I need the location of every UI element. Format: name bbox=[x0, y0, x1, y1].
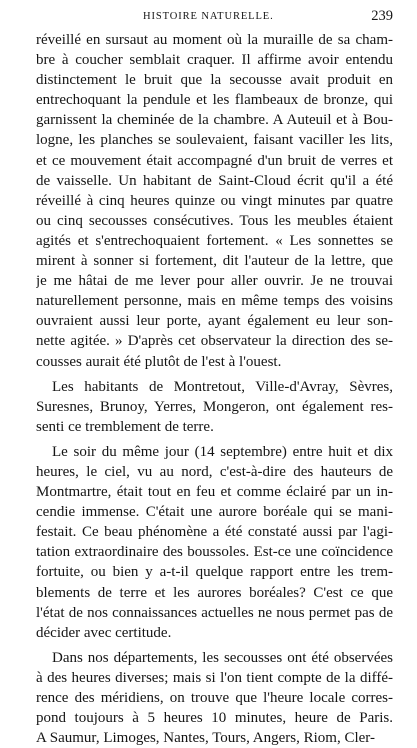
text-line: ouvraient aussi leur porte, ayant également eu leur son- bbox=[36, 313, 393, 330]
text-line: de vaisselle. Un habitant de Saint-Cloud écrit qu'il a été bbox=[36, 172, 393, 189]
text-line: festait. Ce beau phénomène a été constaté aussi par l'agi- bbox=[36, 524, 393, 541]
text-line: réveillé en sursaut au moment où la muraille de sa cham- bbox=[36, 32, 393, 48]
text-line: Le soir du même jour (14 septembre) entre huit et dix bbox=[52, 443, 393, 460]
text-line: A Saumur, Limoges, Nantes, Tours, Angers, Riom, Cler- bbox=[36, 730, 375, 747]
text-line: Montmartre, était tout en feu et comme éclairé par un in- bbox=[36, 484, 393, 501]
paragraph bbox=[36, 648, 393, 748]
text-line: cendie immense. C'était une aurore boréale qui se mani- bbox=[36, 504, 393, 521]
paragraph bbox=[36, 30, 393, 372]
text-line: je me hâtai de me lever pour aller ouvrir. Je ne trouvai bbox=[36, 273, 393, 290]
text-line: réveillé à cinq heures quinze ou vingt minutes par quatre bbox=[36, 192, 393, 209]
text-line: fortuite, ou bien y a-t-il quelque rapport entre les trem- bbox=[36, 564, 393, 581]
text-line: naturellement personne, mais en même temps des voisins bbox=[36, 293, 393, 310]
text-line: Les habitants de Montretout, Ville-d'Avray, Sèvres, bbox=[52, 378, 393, 395]
text-line: logne, les planches se soulevaient, faisant vaciller les lits, bbox=[36, 132, 393, 149]
text-line: à des heures diverses; mais si l'on tient compte de la diffé- bbox=[36, 669, 393, 686]
body-text bbox=[36, 30, 393, 748]
text-line: distinctement le bruit que la secousse avait produit en bbox=[36, 72, 393, 89]
text-line: agités et s'entrechoquaient fortement. « Les sonnettes se bbox=[36, 232, 393, 249]
text-line: Dans nos départements, les secousses ont été observées bbox=[52, 649, 393, 666]
text-line: mirent à sonner si fortement, dit l'auteur de la lettre, que bbox=[36, 253, 393, 270]
running-title: HISTOIRE NATURELLE. bbox=[143, 11, 274, 22]
paragraph bbox=[36, 442, 393, 643]
text-line: senti ce tremblement de terre. bbox=[36, 418, 214, 435]
text-line: l'état de nos connaissances actuelles ne nous permet pas de bbox=[36, 604, 393, 621]
paragraph bbox=[36, 377, 393, 437]
running-head bbox=[36, 8, 393, 28]
text-line: garnissent la cheminée de la chambre. A Auteuil et à Bou- bbox=[36, 112, 393, 129]
text-line: tation extraordinaire des boussoles. Est-ce une coïncidence bbox=[36, 544, 393, 561]
text-line: Suresnes, Brunoy, Yerres, Mongeron, ont également res- bbox=[36, 398, 393, 415]
text-line: cousses aurait été plutôt de l'est à l'ouest. bbox=[36, 353, 282, 370]
text-line: blements de terre et les aurores boréales? C'est ce que bbox=[36, 584, 393, 601]
text-line: décider avec certitude. bbox=[36, 624, 172, 641]
text-line: et ce mouvement était accompagné d'un bruit de verres et bbox=[36, 152, 393, 169]
text-line: bre à coucher semblait craquer. Il affirme avoir entendu bbox=[36, 52, 393, 69]
text-line: rence des méridiens, on trouve que l'heure locale corres- bbox=[36, 690, 393, 706]
text-line: nette agitée. » D'après cet observateur la direction des se- bbox=[36, 333, 393, 350]
text-line: heures, le ciel, vu au nord, c'est-à-dire des hauteurs de bbox=[36, 463, 393, 480]
page-number: 239 bbox=[371, 8, 393, 24]
text-line: pond toujours à 5 heures 10 minutes, heure de Paris. bbox=[36, 710, 393, 727]
text-line: ou cinq secousses consécutives. Tous les meubles étaient bbox=[36, 212, 393, 229]
text-line: entrechoquant la pendule et les flambeaux de bronze, qui bbox=[36, 92, 393, 109]
